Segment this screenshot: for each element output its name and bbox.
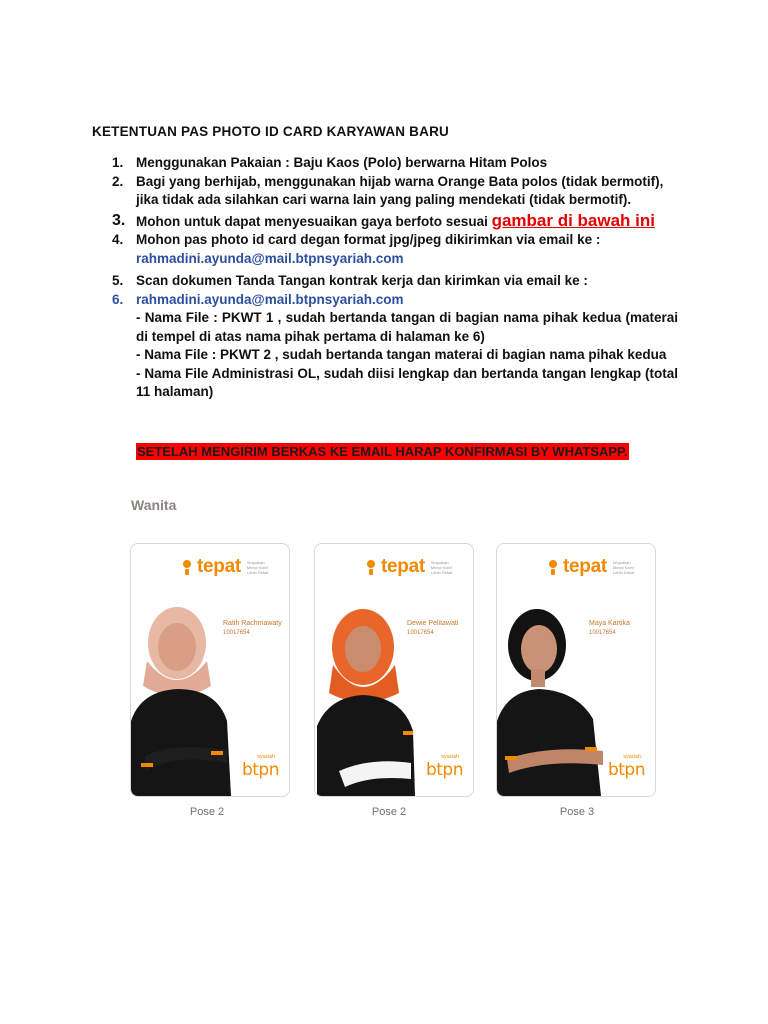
email-link[interactable]: rahmadini.ayunda@mail.btpnsyariah.com [136,250,404,266]
bank-name: btpn [241,760,279,780]
confirmation-banner: SETELAH MENGIRIM BERKAS KE EMAIL HARAP KONFIRMASI BY WHATSAPP. [137,444,628,459]
id-card [496,543,656,797]
document-title: KETENTUAN PAS PHOTO ID CARD KARYAWAN BARU [92,124,449,139]
syariah-label: syariah [623,754,641,760]
person-photo-icon [497,581,612,796]
pose-label: Pose 2 [189,806,225,818]
list-number: 3. [112,211,126,229]
list-number: 1. [112,155,124,170]
list-text: Mohon pas photo id card degan format jpg/jpeg dikirimkan via email ke : [136,232,601,247]
person-name: Ratih Rachmawaty [223,620,282,627]
list-text: Mohon untuk dapat menyesuaikan gaya berfoto sesuai [136,213,492,229]
brand-name: tepat [563,556,607,577]
list-item [112,173,678,210]
list-item [112,291,678,310]
brand-logo [365,556,457,578]
bank-logo [242,754,279,780]
sub-item: - Nama File Administrasi OL, sudah diisi lengkap dan bertanda tangan lengkap (total 11 halaman) [136,365,678,399]
syariah-label: syariah [441,754,459,760]
person-id: 10017654 [407,630,434,636]
bank-logo [426,754,463,780]
list-text: Menggunakan Pakaian : Baju Kaos (Polo) berwarna Hitam Polos [136,155,548,170]
brand-logo [181,556,273,578]
list-number: 6. [112,291,124,307]
person-name: Maya Kartika [589,620,630,627]
bank-name: btpn [425,760,463,780]
brand-tagline: Wujudkan Mimpi Kami Lebih Dekat [612,559,635,575]
brand-logo [547,556,639,578]
list-item [112,212,678,232]
list-text-continued: jika tidak ada silahkan cari warna lain yang paling mendekati (tidak bermotif). [136,192,632,207]
pose-label: Pose 3 [559,806,595,818]
person-name: Dewie Pelitawati [407,620,459,627]
list-number: 2. [112,173,124,189]
list-item [112,272,678,291]
id-card [130,543,290,797]
person-id: 10017654 [589,630,616,636]
list-number: 5. [112,273,124,288]
sub-item: - Nama File : PKWT 2 , sudah bertanda tangan materai di bagian nama pihak kedua [136,347,667,362]
requirements-list [112,154,678,402]
brand-tagline: Wujudkan Mimpi Kami Lebih Dekat [430,559,453,575]
brand-name: tepat [381,556,425,577]
tepat-logo-icon [547,559,559,575]
id-card [314,543,474,797]
bank-name: btpn [607,760,645,780]
syariah-label: syariah [257,754,275,760]
list-item [112,231,678,268]
email-link[interactable]: rahmadini.ayunda@mail.btpnsyariah.com [136,291,404,307]
list-item [112,154,678,173]
pose-label: Pose 2 [371,806,407,818]
list-text: Scan dokumen Tanda Tangan kontrak kerja dan kirimkan via email ke : [136,273,588,288]
list-text: Bagi yang berhijab, menggunakan hijab warna Orange Bata polos (tidak bermotif), [136,173,664,189]
sub-item: - Nama File : PKWT 1 , sudah bertanda tangan di bagian nama pihak kedua (materai di tempel di atas nama pihak pertama di halaman ke 6) [136,310,678,344]
bank-logo [608,754,645,780]
person-photo-icon [131,581,241,796]
brand-tagline: Wujudkan Mimpi Kami Lebih Dekat [246,559,269,575]
person-id: 10017654 [223,630,250,636]
tepat-logo-icon [181,559,193,575]
list-number: 4. [112,232,124,247]
brand-name: tepat [197,556,241,577]
tepat-logo-icon [365,559,377,575]
section-label: Wanita [131,497,177,513]
person-photo-icon [315,581,425,796]
highlight-text: gambar di bawah ini [491,210,655,230]
